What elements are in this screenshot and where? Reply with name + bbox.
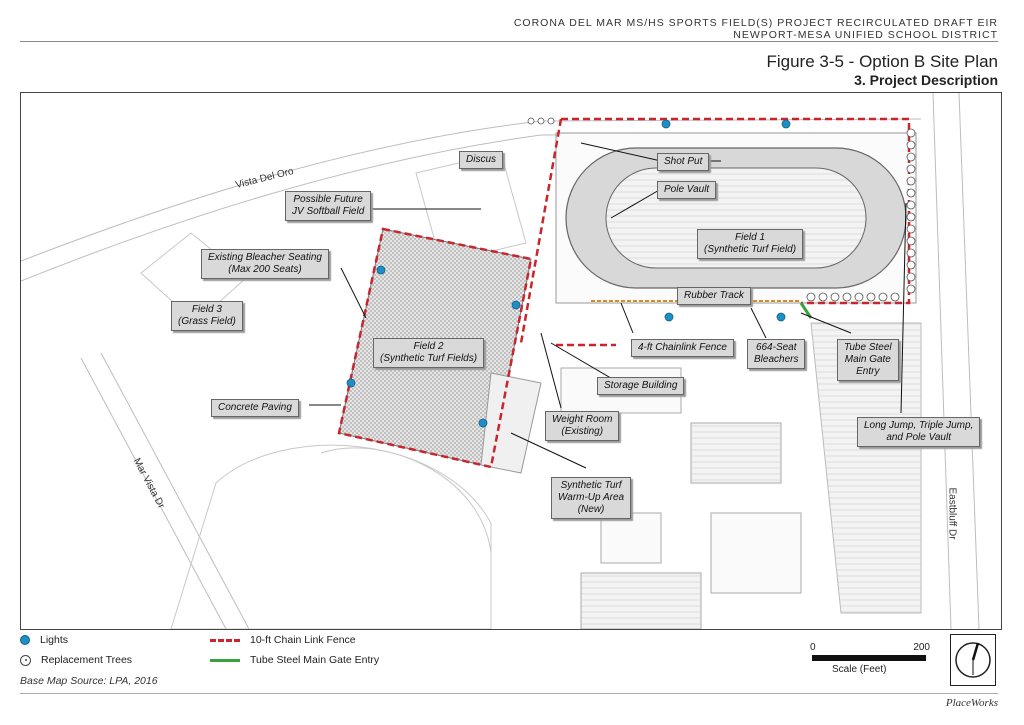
fence-line-icon bbox=[210, 639, 240, 642]
site-plan-map bbox=[20, 92, 1002, 630]
label-tube-steel-gate: Tube Steel Main Gate Entry bbox=[837, 339, 899, 381]
header-district: NEWPORT-MESA UNIFIED SCHOOL DISTRICT bbox=[733, 29, 998, 41]
label-rubber-track: Rubber Track bbox=[677, 287, 751, 305]
building bbox=[711, 513, 801, 593]
label-bleacher-seating: Existing Bleacher Seating (Max 200 Seats) bbox=[201, 249, 329, 279]
main-gate-entry bbox=[801, 303, 811, 318]
warm-up-area bbox=[481, 373, 541, 473]
baseball-field-outline bbox=[171, 445, 491, 629]
label-jv-softball: Possible Future JV Softball Field bbox=[285, 191, 371, 221]
building bbox=[601, 513, 661, 563]
label-field2: Field 2 (Synthetic Turf Fields) bbox=[373, 338, 484, 368]
street-label-eastbluff: Eastbluff Dr bbox=[946, 487, 958, 540]
label-bleachers: 664-Seat Bleachers bbox=[747, 339, 805, 369]
scale-caption: Scale (Feet) bbox=[832, 664, 887, 675]
lights-icon bbox=[20, 635, 30, 645]
footer-rule bbox=[20, 693, 998, 694]
label-shot-put: Shot Put bbox=[657, 153, 709, 171]
scale-bar bbox=[810, 640, 930, 680]
placeworks-logo: PlaceWorks bbox=[945, 697, 998, 709]
header-rule bbox=[20, 41, 998, 42]
label-4ft-fence: 4-ft Chainlink Fence bbox=[631, 339, 734, 357]
street-eastbluff-edge bbox=[933, 93, 951, 629]
label-weight-room: Weight Room (Existing) bbox=[545, 411, 619, 441]
label-concrete-paving: Concrete Paving bbox=[211, 399, 299, 417]
map-source: Base Map Source: LPA, 2016 bbox=[20, 675, 158, 687]
legend-fence: 10-ft Chain Link Fence bbox=[210, 634, 356, 646]
street-label-mar-vista: Mar Vista Dr bbox=[130, 456, 167, 511]
gate-line-icon bbox=[210, 659, 240, 662]
street-label-vista-del-oro: Vista Del Oro bbox=[234, 165, 295, 192]
header-project-title: CORONA DEL MAR MS/HS SPORTS FIELD(S) PROJECT RECIRCULATED DRAFT EIR bbox=[513, 17, 998, 29]
section-title: 3. Project Description bbox=[854, 72, 998, 88]
label-field3: Field 3 (Grass Field) bbox=[171, 301, 243, 331]
legend-gate: Tube Steel Main Gate Entry bbox=[210, 654, 379, 666]
tree-icon bbox=[20, 655, 31, 666]
label-warm-up-area: Synthetic Turf Warm-Up Area (New) bbox=[551, 477, 631, 519]
building bbox=[691, 423, 781, 483]
scale-bar-graphic bbox=[812, 655, 926, 661]
label-long-jump: Long Jump, Triple Jump, and Pole Vault bbox=[857, 417, 980, 447]
legend-lights: Lights bbox=[20, 634, 68, 646]
label-field1: Field 1 (Synthetic Turf Field) bbox=[697, 229, 803, 259]
scale-zero: 0 bbox=[810, 642, 816, 653]
label-discus: Discus bbox=[459, 151, 503, 169]
scale-max: 200 bbox=[913, 642, 930, 653]
north-arrow-icon bbox=[950, 634, 996, 686]
building bbox=[581, 573, 701, 629]
label-storage-building: Storage Building bbox=[597, 377, 684, 395]
legend-trees: Replacement Trees bbox=[20, 654, 132, 666]
label-pole-vault: Pole Vault bbox=[657, 181, 716, 199]
figure-title: Figure 3-5 - Option B Site Plan bbox=[766, 52, 998, 71]
